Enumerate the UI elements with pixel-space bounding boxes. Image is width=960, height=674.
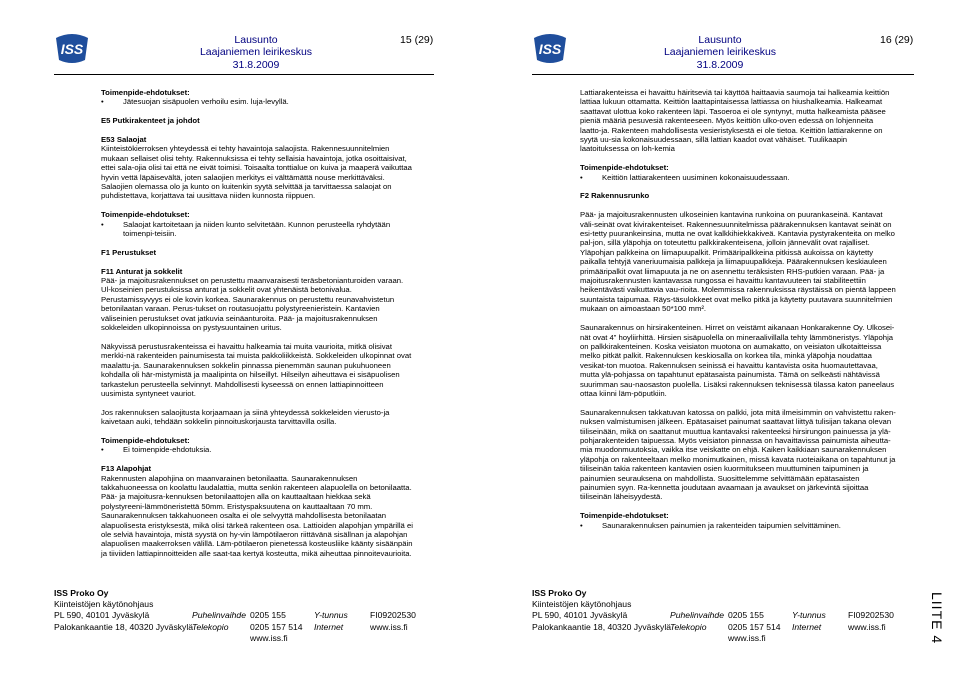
- footer-address: PL 590, 40101 Jyväskylä: [54, 610, 150, 621]
- footer-internet-label: Internet: [314, 621, 344, 632]
- footer-internet[interactable]: www.iss.fi: [370, 621, 408, 632]
- bullet-list: [101, 445, 413, 454]
- footer-row: [532, 610, 922, 621]
- doc-type: Lausunto: [698, 34, 742, 46]
- page-number: 15 (29): [400, 34, 434, 46]
- paragraph: Kiinteistökierroksen yhteydessä ei tehty havaintoja salaojista. Rakennesuunnitelmien mukaan sellaiset olisi tehty. Rakennuksissa ei tehty sellaisia havaintoja, jotka osoittaisivat, ettei sala-ojia olisi tai että ne eivät toimisi. Toisaalta tonttialue on kuiva ja maaperä vaikuttaa hyvin vettä läpäisevältä, joten salaojien merkitys ei välttämättä nouse merkittäväksi. Salaojien olemassa olo ja kunto on kuitenkin syytä selvittää ja tarvittaessa salaojat on puhdistettava, korjattava tai uusittava niiden kunnosta riippuen.: [101, 144, 412, 201]
- page-footer: [54, 588, 444, 644]
- page-footer: [532, 588, 922, 644]
- list-item: • Keittiön lattiarakenteen uusiminen kokonaisuudessaan.: [580, 173, 896, 182]
- footer-phone: 0205 155: [250, 610, 286, 621]
- iss-logo: [52, 32, 92, 66]
- doc-date: 31.8.2009: [232, 58, 280, 71]
- section-heading: F13 Alapohjat: [101, 464, 152, 474]
- section-heading: F2 Rakennusrunko: [580, 191, 650, 201]
- paragraph: Saunarakennuksen takkatuvan katossa on palkki, jota mitä ilmeisimmin on vahvistettu raken-nuksen valmistumisen jälkeen. Epätasaiset painumat saattavat liittyä tulisijan takana olevan tiiliseinään, mikä on saattanut muuttua kantavaksi rakenteeksi hirsirungon painuessa ja ylä-pohjarakenteiden taipuessa. Myös veisiaton pinnassa on havaittavissa painumista aiheutta-mia muodonmuutoksia, vaikka itse veiskatte on ehjä. Kaiken kaikkiaan saunarakennuksen yläpohja on rakenteeltaan melko monimutkainen, missä kavata ruoteiaikana on tapahtunut ja tiiliseinän takia rakenteen kantavien osien kuormitukseen muuttuminen taipuminen ja painumien seurauksena on mahdollista. Suosittelemme selvittämään epätasaisten painumien syyn. Ra-kennetta joudutaan avaamaan ja avaukset on järkevintä sijoittaa tiiliseinän läheisyydestä.: [580, 407, 896, 502]
- footer-row: [54, 633, 444, 644]
- section-heading: Toimenpide-ehdotukset:: [101, 210, 190, 220]
- list-item: • Jätesuojan sisäpuolen verhoilu esim. luja-levyllä.: [101, 97, 413, 106]
- footer-fax: 0205 157 514: [250, 621, 303, 632]
- page-header: [156, 34, 356, 71]
- footer-unit: Kiinteistöjen käytönohjaus: [532, 599, 632, 610]
- doc-subject: Laajaniemen leirikeskus: [199, 46, 313, 59]
- footer-web[interactable]: www.iss.fi: [250, 632, 288, 643]
- section-heading: E5 Putkirakenteet ja johdot: [101, 116, 200, 126]
- footer-web[interactable]: www.iss.fi: [728, 632, 766, 643]
- footer-company: ISS Proko Oy: [532, 588, 587, 598]
- page-body: [580, 88, 896, 539]
- footer-row: [532, 622, 922, 633]
- footer-row: [54, 622, 444, 633]
- page-header: [620, 34, 820, 71]
- appendix-label: LIITE 4: [929, 592, 945, 645]
- section-heading: E53 Salaojat: [101, 135, 147, 144]
- paragraph: Pää- ja majoitusrakennukset on perustettu maanvaraisesti teräsbetonianturoiden varaan. Ul-koseinien perustuksissa anturat ja sokkelit ovat yhtenäistä betonivalua. Perustamissyvyys ei ole kovin korkea. Saunarakennus on perustettu reunavahvistetun betonilaatan varaan. Perus-tukset on routasuojattu polystyreenieristein. Kantavien väliseinien perustukset ovat jatkuvia seinäanturoita. Pää- ja majoitusrakennuksen sokkeleiden ulkopinnoissa on pystysuuntainen uritus.: [101, 276, 404, 333]
- footer-phone: 0205 155: [728, 610, 764, 621]
- list-item: • Salaojat kartoitetaan ja niiden kunto selvitetään. Kunnon perusteella ryhdytään toimenpi-teisiin.: [101, 220, 413, 239]
- footer-row: [54, 610, 444, 621]
- footer-ytunnus-label: Y-tunnus: [792, 610, 826, 621]
- doc-date: 31.8.2009: [696, 58, 744, 71]
- footer-ytunnus-label: Y-tunnus: [314, 610, 348, 621]
- section-heading: F1 Perustukset: [101, 247, 157, 257]
- footer-fax-label: Telekopio: [192, 621, 229, 632]
- footer-address: Palokankaantie 18, 40320 Jyväskylä: [532, 621, 672, 632]
- paragraph: Saunarakennus on hirsirakenteinen. Hirret on veistämt aikanaan Honkarakenne Oy. Ulkosei-nät ovat 4” hoyliirhittä. Hirsien sisäpuolella on mineraalivillalla tehty lämmöneristys. Yläpohja on palkkirakenteinen. Koska veisiaton muotona on aumakatto, on veisiaton ulkotaitteissa melko pitkät palkit. Rakennuksen keskiosalla on korkea tila, minkä yläpohja noudattaa vesikat-ton muotoa. Rakennuksen seinissä ei havaittu kantavista osita huomautettavaa, mutta ylä-pohjassa on tapahtunut epätasaista painumista. Tämä on selkeästi nähtävissä suurimman sau-naosaston puolella. Lisäksi rakennuksen teknisessä tilassa katon paneelaus ottaa kiinni läm-pöputkiin.: [580, 323, 895, 398]
- header-divider: [54, 74, 434, 75]
- footer-ytunnus: FI09202530: [370, 610, 416, 621]
- bullet-list: [580, 521, 896, 530]
- section-heading: Toimenpide-ehdotukset:: [580, 511, 669, 521]
- footer-internet[interactable]: www.iss.fi: [848, 621, 886, 632]
- doc-type: Lausunto: [234, 34, 278, 46]
- footer-company: ISS Proko Oy: [54, 588, 109, 598]
- paragraph: Näkyvissä perustusrakenteissa ei havaittu halkeamia tai muita vaurioita, mitkä olisivat merkki-nä rakenteiden painumisesta tai muista pakkoliikkeistä. Sokkeleiden ulkopinnat ovat maalattu-ja. Saunarakennuksen sokkelin pinnassa pienemmän saunan pukuhuoneen kohdalla oli här-mistymistä ja maalipinta on hilseillyt. Hilseilyn aiheuttava ei sisäpuolisen tarkastelun perusteella selvinnyt. Mahdollisesti kyseessä on ennen lattiapinnoitteen uusimista syntyneet vauriot.: [101, 341, 412, 398]
- footer-address: PL 590, 40101 Jyväskylä: [532, 610, 628, 621]
- bullet-list: [101, 220, 413, 239]
- iss-logo: [530, 32, 570, 66]
- bullet-list: [101, 97, 413, 106]
- section-heading: Toimenpide-ehdotukset:: [101, 88, 190, 97]
- section-heading: F11 Anturat ja sokkelit: [101, 266, 183, 276]
- doc-subject: Laajaniemen leirikeskus: [663, 46, 777, 59]
- footer-unit: Kiinteistöjen käytönohjaus: [54, 599, 154, 610]
- footer-ytunnus: FI09202530: [848, 610, 894, 621]
- bullet-list: [580, 173, 896, 182]
- list-item: • Ei toimenpide-ehdotuksia.: [101, 445, 413, 454]
- paragraph: Jos rakennuksen salaojitusta korjaamaan ja siinä yhteydessä sokkeleiden vierusto-ja kaivetaan auki, tehdään sokkelin pinnoituskorjausta tarvittavilla osilla.: [101, 407, 390, 427]
- header-divider: [532, 74, 914, 75]
- document-page-right: [480, 0, 960, 674]
- list-item: • Saunarakennuksen painumien ja rakenteiden taipumien selvittäminen.: [580, 521, 896, 530]
- footer-address: Palokankaantie 18, 40320 Jyväskylä: [54, 621, 194, 632]
- page-body: [101, 88, 413, 568]
- section-heading: Toimenpide-ehdotukset:: [101, 435, 190, 445]
- paragraph: Pää- ja majoitusrakennusten ulkoseinien kantavina runkoina on puurankaseinä. Kantavat väli-seinät ovat kivirakenteiset. Rakennesuunnitelmissa päärakennuksen kantavat seinät on esi-tetty puurankeinsina, mutta ne ovat kalkkihiekkakiveä. Kantavia pystyrakenteita on melko pal-jon, sillä yläpohja on toteutettu palkkirakenteisena, jolloin jännevälit ovat rajalliset. Yläpohjan palkkeina on liimapuupalkit. Primääripalkkeina pitkissä aukoissa on käytetty paikalla tehtyjä vaneriuumaisia palkkeja ja liimapuupalkkeja. Päärakennuksen keskiauleen primääripalkit ovat liimapuuta ja ne on asennettu teräksisten RHS-putkien varaan. Pää- ja majoitusrakennusten kantavassa rungossa ei havaittu kantavuuteen tai stabiliteettiin heikentävästi vaikuttavia vau-rioita. Molemmissa rakennuksissa räystäissä on pientä lappeen suuntaista taipumaa. Räys-täsulokkeet ovat melko pitkä ja käytetty puutavara suunnitelmien mukaan on aimoastaan 50*100 mm².: [580, 210, 896, 314]
- logo-text: ISS: [60, 41, 84, 57]
- section-heading: Toimenpide-ehdotukset:: [580, 163, 669, 173]
- footer-fax: 0205 157 514: [728, 621, 781, 632]
- footer-internet-label: Internet: [792, 621, 822, 632]
- paragraph: Rakennusten alapohjina on maanvarainen betonilaatta. Saunarakennuksen takkahuoneessa on koolattu laudalattia, mutta senkin rakenteen alapuolella on betonilaatta. Pää- ja majoitusra-kennuksen betonilaattojen alla on kauttaaltaan hiekkaa sekä polystyreeni-lämmöneristettä 50mm. Eristyspaksuutena on kauttaaltaan 70 mm. Saunarakennuksen takkahuoneen osalta ei ole selvyyttä mahdollisesta betonilaatan alapuolisesta eristyksestä, mikä olisi tärkeä rakenteen osa. Lattioiden alapohjan ympärillä ei ole selviä havaintoja, mistä syystä on hy-vin lämpötilaeron riittävänä sisällnan ja alapohjan alapuolisen maakerroksen välillä. Läm-pötilaeron pienetessä kosteusliike käänty sisäänpäin ja tiiviiden lattiapinnoitteiden alle saat-taa kertyä kosteutta, mikä aiheuttaa pinnoitevaurioita.: [101, 473, 413, 558]
- logo-text: ISS: [538, 41, 562, 57]
- page-number: 16 (29): [880, 34, 914, 46]
- paragraph: Lattiarakenteissa ei havaittu häiritseviä tai käyttöä haittaavia saumoja tai halkeamia keittiön lattiaa lukuun ottamatta. Keittiön laattapintaisessa lattiassa on hiushalkeamia. Halkeamat saattavat ulottua koko rakenteen läpi. Tasoeroa ei ole syntynyt, mutta halkeamista pääsee pieniä määriä pesuvesiä rakenteeseen. Myös keittiön ulko-oven edessä on lohjenneita laatto-ja. Rakenteen mahdollisesta vesieristyksestä ei ole tietoa. Keittiön lattiarakenne on syytä uu-sia kokonaisuudessaan, sillä lattian kaadot ovat vähäiset. Tuulikaapin laatoituksessa on loh-kemia: [580, 88, 890, 154]
- footer-row: [532, 633, 922, 644]
- footer-phone-label: Puhelinvaihde: [670, 610, 724, 621]
- footer-phone-label: Puhelinvaihde: [192, 610, 246, 621]
- footer-fax-label: Telekopio: [670, 621, 707, 632]
